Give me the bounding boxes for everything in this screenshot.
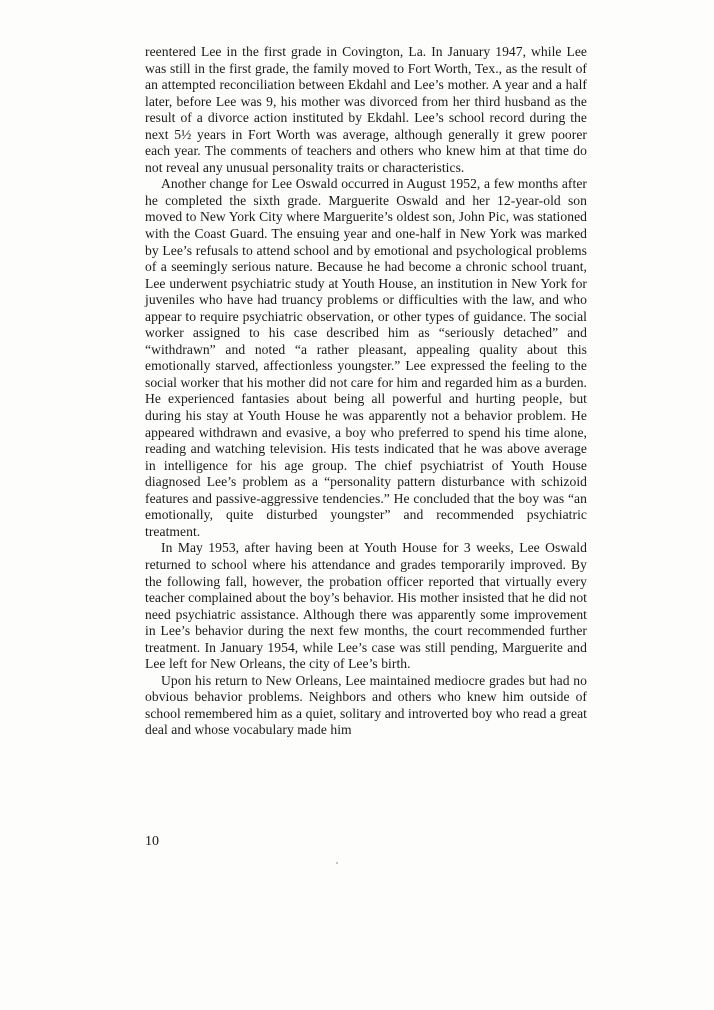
paragraph-2: Another change for Lee Oswald occurred in August 1952, a few months after he completed the sixth grade. Marguerite Oswald and her 12-year-old son moved to New York City where Marguerite’s oldest son, John Pic, was stationed with the Coast Guard. The ensuing year and one-half in New York was marked by Lee’s refusals to attend school and by emotional and psychological problems of a seemingly serious nature. Because he had become a chronic school truant, Lee underwent psychiatric study at Youth House, an institution in New York for juveniles who have had truancy problems or difficulties with the law, and who appear to require psychiatric observation, or other types of guidance. The social worker assigned to his case described him as “seriously detached” and “withdrawn” and noted “a rather pleasant, appealing quality about this emotionally starved, affectionless youngster.” Lee expressed the feeling to the social worker that his mother did not care for him and regarded him as a burden. He experienced fantasies about being all powerful and hurting people, but during his stay at Youth House he was apparently not a behavior problem. He appeared withdrawn and evasive, a boy who preferred to spend his time alone, reading and watching television. His tests indicated that he was above average in intelligence for his age group. The chief psychiatrist of Youth House diagnosed Lee’s problem as a “personality pattern disturbance with schizoid features and passive-aggressive tendencies.” He concluded that the boy was “an emotionally, quite disturbed youngster” and recommended psychiatric treatment. — [145, 176, 587, 539]
paragraph-4: Upon his return to New Orleans, Lee maintained mediocre grades but had no obvious behavior problems. Neighbors and others who knew him outside of school remembered him as a quiet, solitary and introverted boy who read a great deal and whose vocabulary made him — [145, 672, 587, 738]
scan-speck — [336, 862, 338, 864]
paragraph-1: reentered Lee in the first grade in Covington, La. In January 1947, while Lee was still in the first grade, the family moved to Fort Worth, Tex., as the result of an attempted reconciliation between Ekdahl and Lee’s mother. A year and a half later, before Lee was 9, his mother was divorced from her third husband as the result of a divorce action instituted by Ekdahl. Lee’s school record during the next 5½ years in Fort Worth was average, although generally it grew poorer each year. The comments of teachers and others who knew him at that time do not reveal any unusual personality traits or characteristics. — [145, 44, 587, 175]
body-text — [145, 44, 587, 739]
page-number: 10 — [145, 834, 159, 849]
paragraph-3: In May 1953, after having been at Youth House for 3 weeks, Lee Oswald returned to school where his attendance and grades temporarily improved. By the following fall, however, the probation officer reported that virtually every teacher complained about the boy’s behavior. His mother insisted that he did not need psychiatric assistance. Although there was apparently some improvement in Lee’s behavior during the next few months, the court recommended further treatment. In January 1954, while Lee’s case was still pending, Marguerite and Lee left for New Orleans, the city of Lee’s birth. — [145, 540, 587, 672]
